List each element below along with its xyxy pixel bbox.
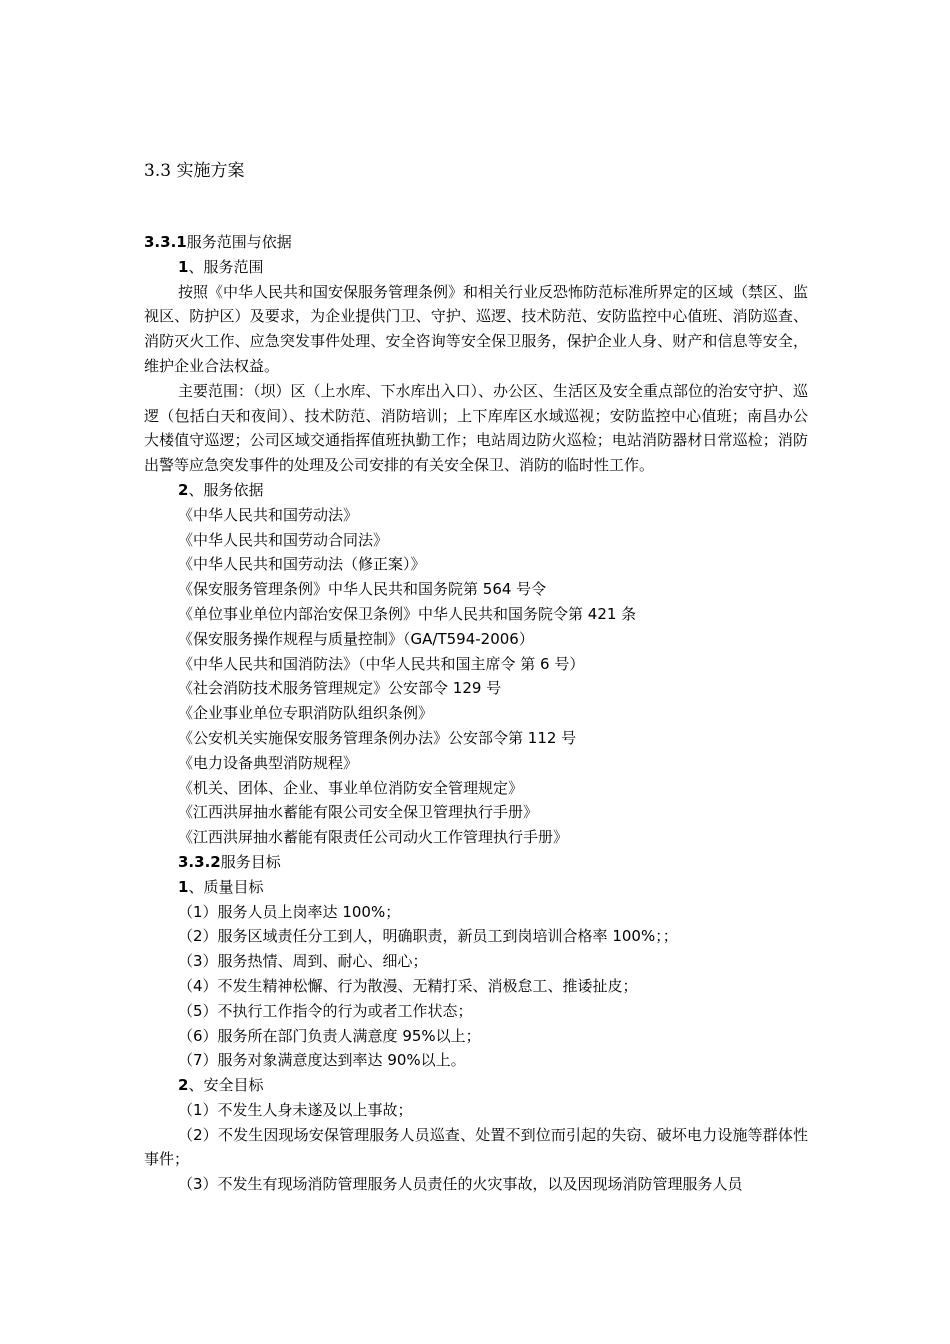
heading-text: 服务范围与依据 [186,233,292,251]
quality-item: （6）服务所在部门负责人满意度 95%以上； [178,1026,481,1045]
item-number: 2 [178,480,189,499]
basis-item: 《中华人民共和国消防法》（中华人民共和国主席令 第 6 号） [178,654,585,673]
basis-item: 《中华人民共和国劳动法（修正案）》 [178,555,426,574]
item-text: 、质量目标 [188,877,264,896]
safety-item: （2）不发生因现场安保管理服务人员巡查、处置不到位而引起的失窃、破坏电力设施等群体性事件； [144,1125,808,1169]
item-number: 1 [178,257,189,276]
quality-item: （3）服务热情、周到、耐心、细心； [178,952,428,971]
basis-item: 《机关、团体、企业、事业单位消防安全管理规定》 [178,778,524,797]
heading-text: 服务目标 [220,852,281,871]
basis-item: 《企业事业单位专职消防队组织条例》 [178,704,434,723]
heading-safety-goals [144,1073,808,1098]
heading-number: 3.3.2 [178,852,221,871]
heading-quality-goals [144,875,808,900]
item-number: 1 [178,877,189,896]
section-title: 3.3 实施方案 [144,161,245,181]
basis-item: 《江西洪屏抽水蓄能有限公司安全保卫管理执行手册》 [178,803,539,822]
quality-item: （2）服务区域责任分工到人，明确职责，新员工到岗培训合格率 100%；； [178,927,678,946]
heading-service-scope [144,255,808,280]
basis-item: 《电力设备典型消防规程》 [178,753,359,772]
heading-service-basis [144,478,808,503]
quality-item: （5）不执行工作指令的行为或者工作状态； [178,1001,473,1020]
item-text: 、服务依据 [188,480,264,499]
quality-item: （4）不发生精神松懈、行为散漫、无精打采、消极怠工、推诿扯皮； [178,976,638,995]
scope-paragraph-1: 按照《中华人民共和国安保服务管理条例》和相关行业反恐怖防范标准所界定的区域（禁区、监视区、防护区）及要求，为企业提供门卫、守护、巡逻、技术防范、安防监控中心值班、消防巡查、消防灭火工作、应急突发事件处理、安全咨询等安全保卫服务，保护企业人身、财产和信息等安全，维护企业合法权益。 [144,282,809,375]
basis-item: 《保安服务操作规程与质量控制》（GA/T594-2006） [178,629,534,648]
quality-item: （1）服务人员上岗率达 100%； [178,902,401,921]
safety-item: （1）不发生人身未遂及以上事故； [178,1100,413,1119]
basis-item: 《公安机关实施保安服务管理条例办法》公安部令第 112 号 [178,728,577,747]
basis-item: 《中华人民共和国劳动合同法》 [178,530,389,549]
heading-3-3-2 [144,850,808,875]
quality-item: （7）服务对象满意度达到率达 90%以上。 [178,1051,466,1070]
document-body [144,230,808,1197]
heading-3-3-1 [144,230,808,255]
basis-item: 《江西洪屏抽水蓄能有限责任公司动火工作管理执行手册》 [178,828,569,847]
basis-item: 《社会消防技术服务管理规定》公安部令 129 号 [178,679,502,698]
heading-number: 3.3.1 [144,233,187,251]
item-text: 、安全目标 [188,1076,264,1095]
safety-item: （3）不发生有现场消防管理服务人员责任的火灾事故，以及因现场消防管理服务人员 [178,1175,743,1194]
scope-paragraph-2: 主要范围：（坝）区（上水库、下水库出入口）、办公区、生活区及安全重点部位的治安守护、巡逻（包括白天和夜间）、技术防范、消防培训；上下库库区水域巡视；安防监控中心值班；南昌办公大楼值守巡逻；公司区域交通指挥值班执勤工作；电站周边防火巡检；电站消防器材日常巡检；消防出警等应急突发事件的处理及公司安排的有关安全保卫、消防的临时性工作。 [144,381,809,475]
item-number: 2 [178,1076,189,1095]
basis-item: 《保安服务管理条例》中华人民共和国务院第 564 号令 [178,580,547,599]
item-text: 、服务范围 [188,257,264,276]
basis-item: 《中华人民共和国劳动法》 [178,505,359,524]
basis-item: 《单位事业单位内部治安保卫条例》中华人民共和国务院令第 421 条 [178,604,637,623]
